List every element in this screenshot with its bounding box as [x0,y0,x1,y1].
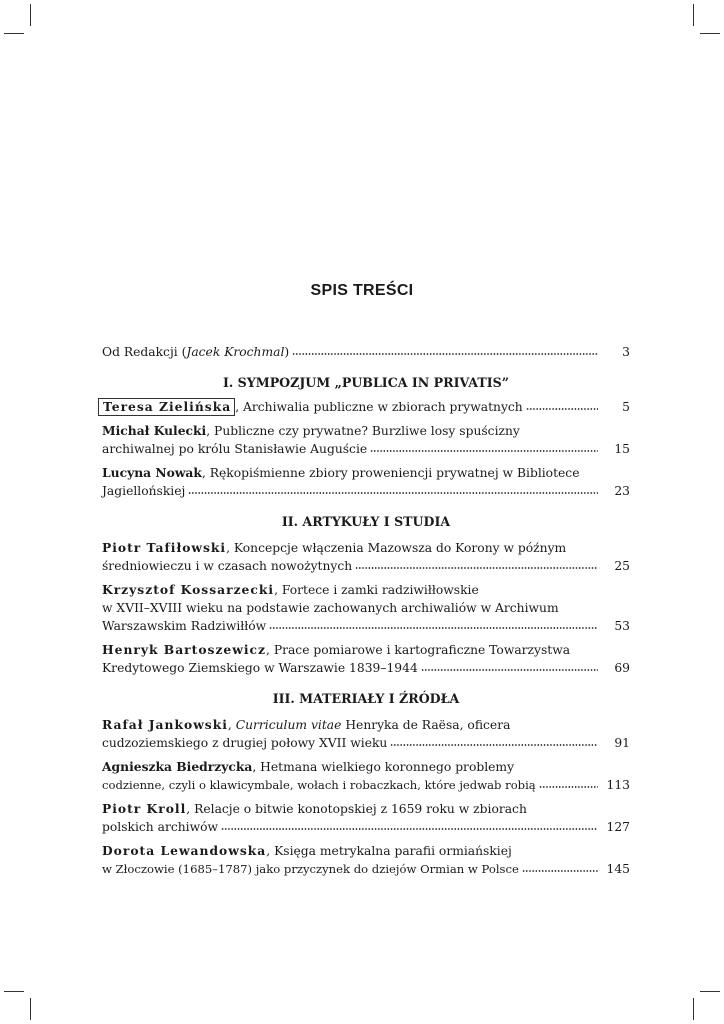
entry-title: w Złoczowie (1685–1787) jako przyczynek do dziejów Ormian w Polsce [102,862,519,876]
entry-title: , Prace pomiarowe i kartograficzne Towarzystwa [266,643,571,657]
entry-title: Henryka de Raësa, oficera [341,718,511,732]
entry-title: średniowieczu i w czasach nowożytnych [102,559,353,573]
toc-entry-line [102,716,630,734]
page-number: 69 [614,661,630,675]
toc-entry-line [102,482,630,500]
crop-mark [700,33,720,34]
author-name: Henryk Bartoszewicz [102,642,266,657]
toc-entry-line [102,599,630,617]
entry-title: , Rękopiśmienne zbiory proweniencji prywatnej w Bibliotece [201,466,580,480]
toc-entry [102,842,630,878]
author-name: Teresa Zielińska [98,398,235,416]
entry-title: Kredytowego Ziemskiego w Warszawie 1839–1944 [102,661,418,675]
leader-dots [292,353,598,355]
crop-mark [4,33,24,34]
toc-entry [102,464,630,500]
toc-entry-text [102,343,289,361]
entry-title: , Koncepcje włączenia Mazowsza do Korony w późnym [226,541,567,555]
toc-entry-line [102,659,630,677]
toc-entry-line [102,818,630,836]
toc-entry-line [102,422,630,440]
entry-title: , Relacje o bitwie konotopskiej z 1659 roku w zbiorach [186,802,527,816]
author-name: Michał Kulecki [102,423,207,438]
entry-title: cudzoziemskiego z drugiej połowy XVII wieku [102,736,388,750]
toc-entry-line [102,464,630,482]
leader-dots [526,408,598,410]
leader-dots [188,492,598,494]
entry-title: w XVII–XVIII wieku na podstawie zachowanych archiwaliów w Archiwum [102,601,559,615]
toc-entry [102,800,630,836]
toc-entry-line [102,842,630,860]
entry-title: archiwalnej po królu Stanisławie Auguście [102,442,368,456]
entry-title: polskich archiwów [102,820,219,834]
intro-prefix: Od Redakcji ( [102,345,187,359]
toc-entry-line [102,440,630,458]
leader-dots [421,669,598,671]
author-name: Piotr Tafiłowski [102,540,227,555]
toc-entry-line [102,776,630,794]
toc-entry-line [102,557,630,575]
toc-entry [102,539,630,575]
author-name: Rafał Jankowski [102,717,228,732]
leader-dots [221,828,598,830]
entry-title: Warszawskim Radziwiłłów [102,619,267,633]
leader-dots [390,744,598,746]
page-number: 23 [614,484,630,498]
entry-title: , Publiczne czy prywatne? Burzliwe losy spuścizny [206,424,520,438]
intro-editor: Jacek Krochmal [186,345,285,359]
section-heading: II. ARTYKUŁY I STUDIA [281,514,451,529]
author-name: Piotr Kroll [102,801,187,816]
crop-mark [30,998,31,1020]
crop-mark [693,4,694,26]
page-number: 145 [606,862,630,876]
leader-dots [355,567,598,569]
entry-title: Jagiellońskiej [102,484,186,498]
toc-entry-line [102,800,630,818]
leader-dots [370,450,598,452]
table-of-contents [102,343,630,884]
toc-entry-line [102,398,630,416]
page-number: 5 [622,400,630,414]
entry-title: , Hetmana wielkiego koronnego problemy [252,760,515,774]
author-name: Dorota Lewandowska [102,843,267,858]
toc-entry [102,398,630,416]
toc-entry-line [102,734,630,752]
leader-dots [269,627,598,629]
entry-title: , Księga metrykalna parafii ormiańskiej [266,844,512,858]
leader-dots [522,870,598,872]
crop-mark [4,991,24,992]
entry-title: , Fortece i zamki radziwiłłowskie [274,583,479,597]
leader-dots [539,786,598,788]
page-number: 15 [614,442,630,456]
page-number: 53 [614,619,630,633]
toc-entry [102,581,630,635]
toc-entry-line [102,617,630,635]
toc-entry-line [102,860,630,878]
intro-suffix: ) [284,345,290,359]
author-name: Lucyna Nowak [102,465,202,480]
crop-mark [693,998,694,1020]
toc-entry-line [102,539,630,557]
entry-title: codzienne, czyli o klawicymbale, wołach i robaczkach, które jedwab robią [102,778,536,792]
author-name: Agnieszka Biedrzycka [102,759,253,774]
entry-title-italic: Curriculum vitae [235,718,342,732]
crop-mark [700,991,720,992]
section-heading: III. MATERIAŁY I ŹRÓDŁA [272,691,460,706]
toc-entry-text [102,398,523,416]
toc-entry-line [102,758,630,776]
author-name: Krzysztof Kossarzecki [102,582,275,597]
toc-entry [102,641,630,677]
toc-entry-line [102,581,630,599]
toc-entry-intro [102,343,630,361]
toc-entry [102,716,630,752]
page-number: 113 [606,778,630,792]
entry-title: , Archiwalia publiczne w zbiorach prywatnych [235,400,523,414]
page-title: SPIS TREŚCI [310,282,414,299]
page-number: 127 [606,820,630,834]
section-heading: I. SYMPOZJUM „PUBLICA IN PRIVATIS” [223,375,509,390]
toc-entry [102,422,630,458]
page-number: 25 [614,559,630,573]
crop-mark [30,4,31,26]
toc-entry-line [102,641,630,659]
entry-title: , [227,718,236,732]
toc-entry [102,758,630,794]
page-number: 3 [622,345,630,359]
page-number: 91 [614,736,630,750]
